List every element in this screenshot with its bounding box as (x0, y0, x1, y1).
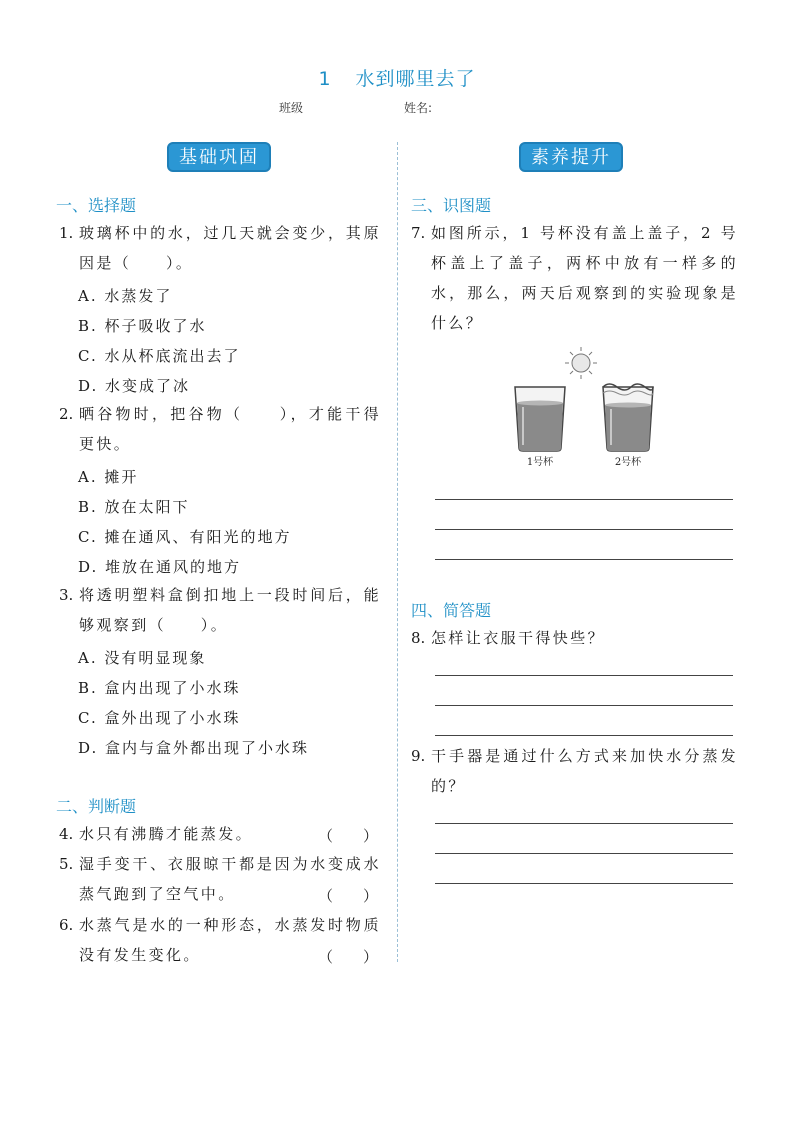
name-label: 姓名: (404, 101, 433, 115)
answer-line (435, 499, 733, 500)
question-number: 8. (411, 629, 426, 647)
question-number: 1. (59, 224, 74, 242)
q3-option-c: C. 盒外出现了小水珠 (78, 709, 241, 727)
page-title (0, 64, 794, 91)
advanced-badge: 素养提升 (519, 142, 623, 172)
q2-option-c: C. 摊在通风、有阳光的地方 (78, 528, 292, 546)
question-1 (59, 218, 381, 278)
q5-answer-paren: （ ） (318, 887, 379, 905)
answer-line (435, 675, 733, 676)
q2-option-a: A. 摊开 (78, 468, 139, 486)
question-number: 9. (411, 747, 426, 765)
answer-line (435, 705, 733, 706)
q2-option-b: B. 放在太阳下 (78, 498, 190, 516)
question-number: 4. (59, 825, 74, 843)
section-picture: 三、识图题 (411, 196, 492, 215)
question-number: 6. (59, 916, 74, 934)
cup-2-label: 2号杯 (614, 457, 642, 468)
question-text: 将透明塑料盒倒扣地上一段时间后，能够观察到（ ）。 (79, 586, 381, 634)
question-text: 怎样让衣服干得快些？ (431, 629, 606, 647)
question-text: 晒谷物时，把谷物（ ），才能干得更快。 (79, 405, 381, 453)
question-text: 干手器是通过什么方式来加快水分蒸发的？ (431, 747, 738, 795)
question-number: 2. (59, 405, 74, 423)
q1-option-b: B. 杯子吸收了水 (78, 317, 207, 335)
question-text: 玻璃杯中的水，过几天就会变少，其原因是（ ）。 (79, 224, 381, 272)
question-number: 7. (411, 224, 426, 242)
question-text: 如图所示，1 号杯没有盖上盖子，2 号杯盖上了盖子，两杯中放有一样多的水，那么，两天后观察到的实验现象是什么？ (431, 224, 738, 332)
answer-line (435, 883, 733, 884)
cup-2-icon (603, 384, 653, 451)
question-8 (411, 623, 738, 653)
section-choice: 一、选择题 (56, 196, 137, 215)
lesson-title: 水到哪里去了 (355, 68, 476, 90)
question-text: 水只有沸腾才能蒸发。 (79, 825, 254, 843)
q1-option-d: D. 水变成了冰 (78, 377, 191, 395)
answer-line (435, 559, 733, 560)
answer-line (435, 735, 733, 736)
q6-answer-paren: （ ） (318, 948, 379, 966)
question-7 (411, 218, 738, 338)
q4-answer-paren: （ ） (318, 827, 379, 845)
basic-badge: 基础巩固 (167, 142, 271, 172)
lesson-number: 1 (318, 68, 332, 90)
q2-option-d: D. 堆放在通风的地方 (78, 558, 242, 576)
q1-option-a: A. 水蒸发了 (78, 287, 173, 305)
question-9 (411, 741, 738, 801)
section-short-answer: 四、简答题 (411, 601, 492, 620)
sun-icon (565, 347, 597, 379)
cups-illustration (505, 345, 665, 470)
answer-line (435, 529, 733, 530)
class-label: 班级 (279, 101, 304, 115)
question-number: 3. (59, 586, 74, 604)
q3-option-d: D. 盒内与盒外都出现了小水珠 (78, 739, 310, 757)
question-text: 水蒸气是水的一种形态，水蒸发时物质没有发生变化。 (79, 916, 381, 964)
section-judge: 二、判断题 (56, 797, 137, 816)
q3-option-a: A. 没有明显现象 (78, 649, 207, 667)
question-text: 湿手变干、衣服晾干都是因为水变成水蒸气跑到了空气中。 (79, 855, 381, 903)
question-3 (59, 580, 381, 640)
question-number: 5. (59, 855, 74, 873)
answer-line (435, 823, 733, 824)
cup-1-label: 1号杯 (526, 457, 554, 468)
column-divider (397, 142, 398, 962)
answer-line (435, 853, 733, 854)
q3-option-b: B. 盒内出现了小水珠 (78, 679, 241, 697)
q1-option-c: C. 水从杯底流出去了 (78, 347, 241, 365)
question-2 (59, 399, 381, 459)
cup-1-icon (515, 387, 565, 451)
